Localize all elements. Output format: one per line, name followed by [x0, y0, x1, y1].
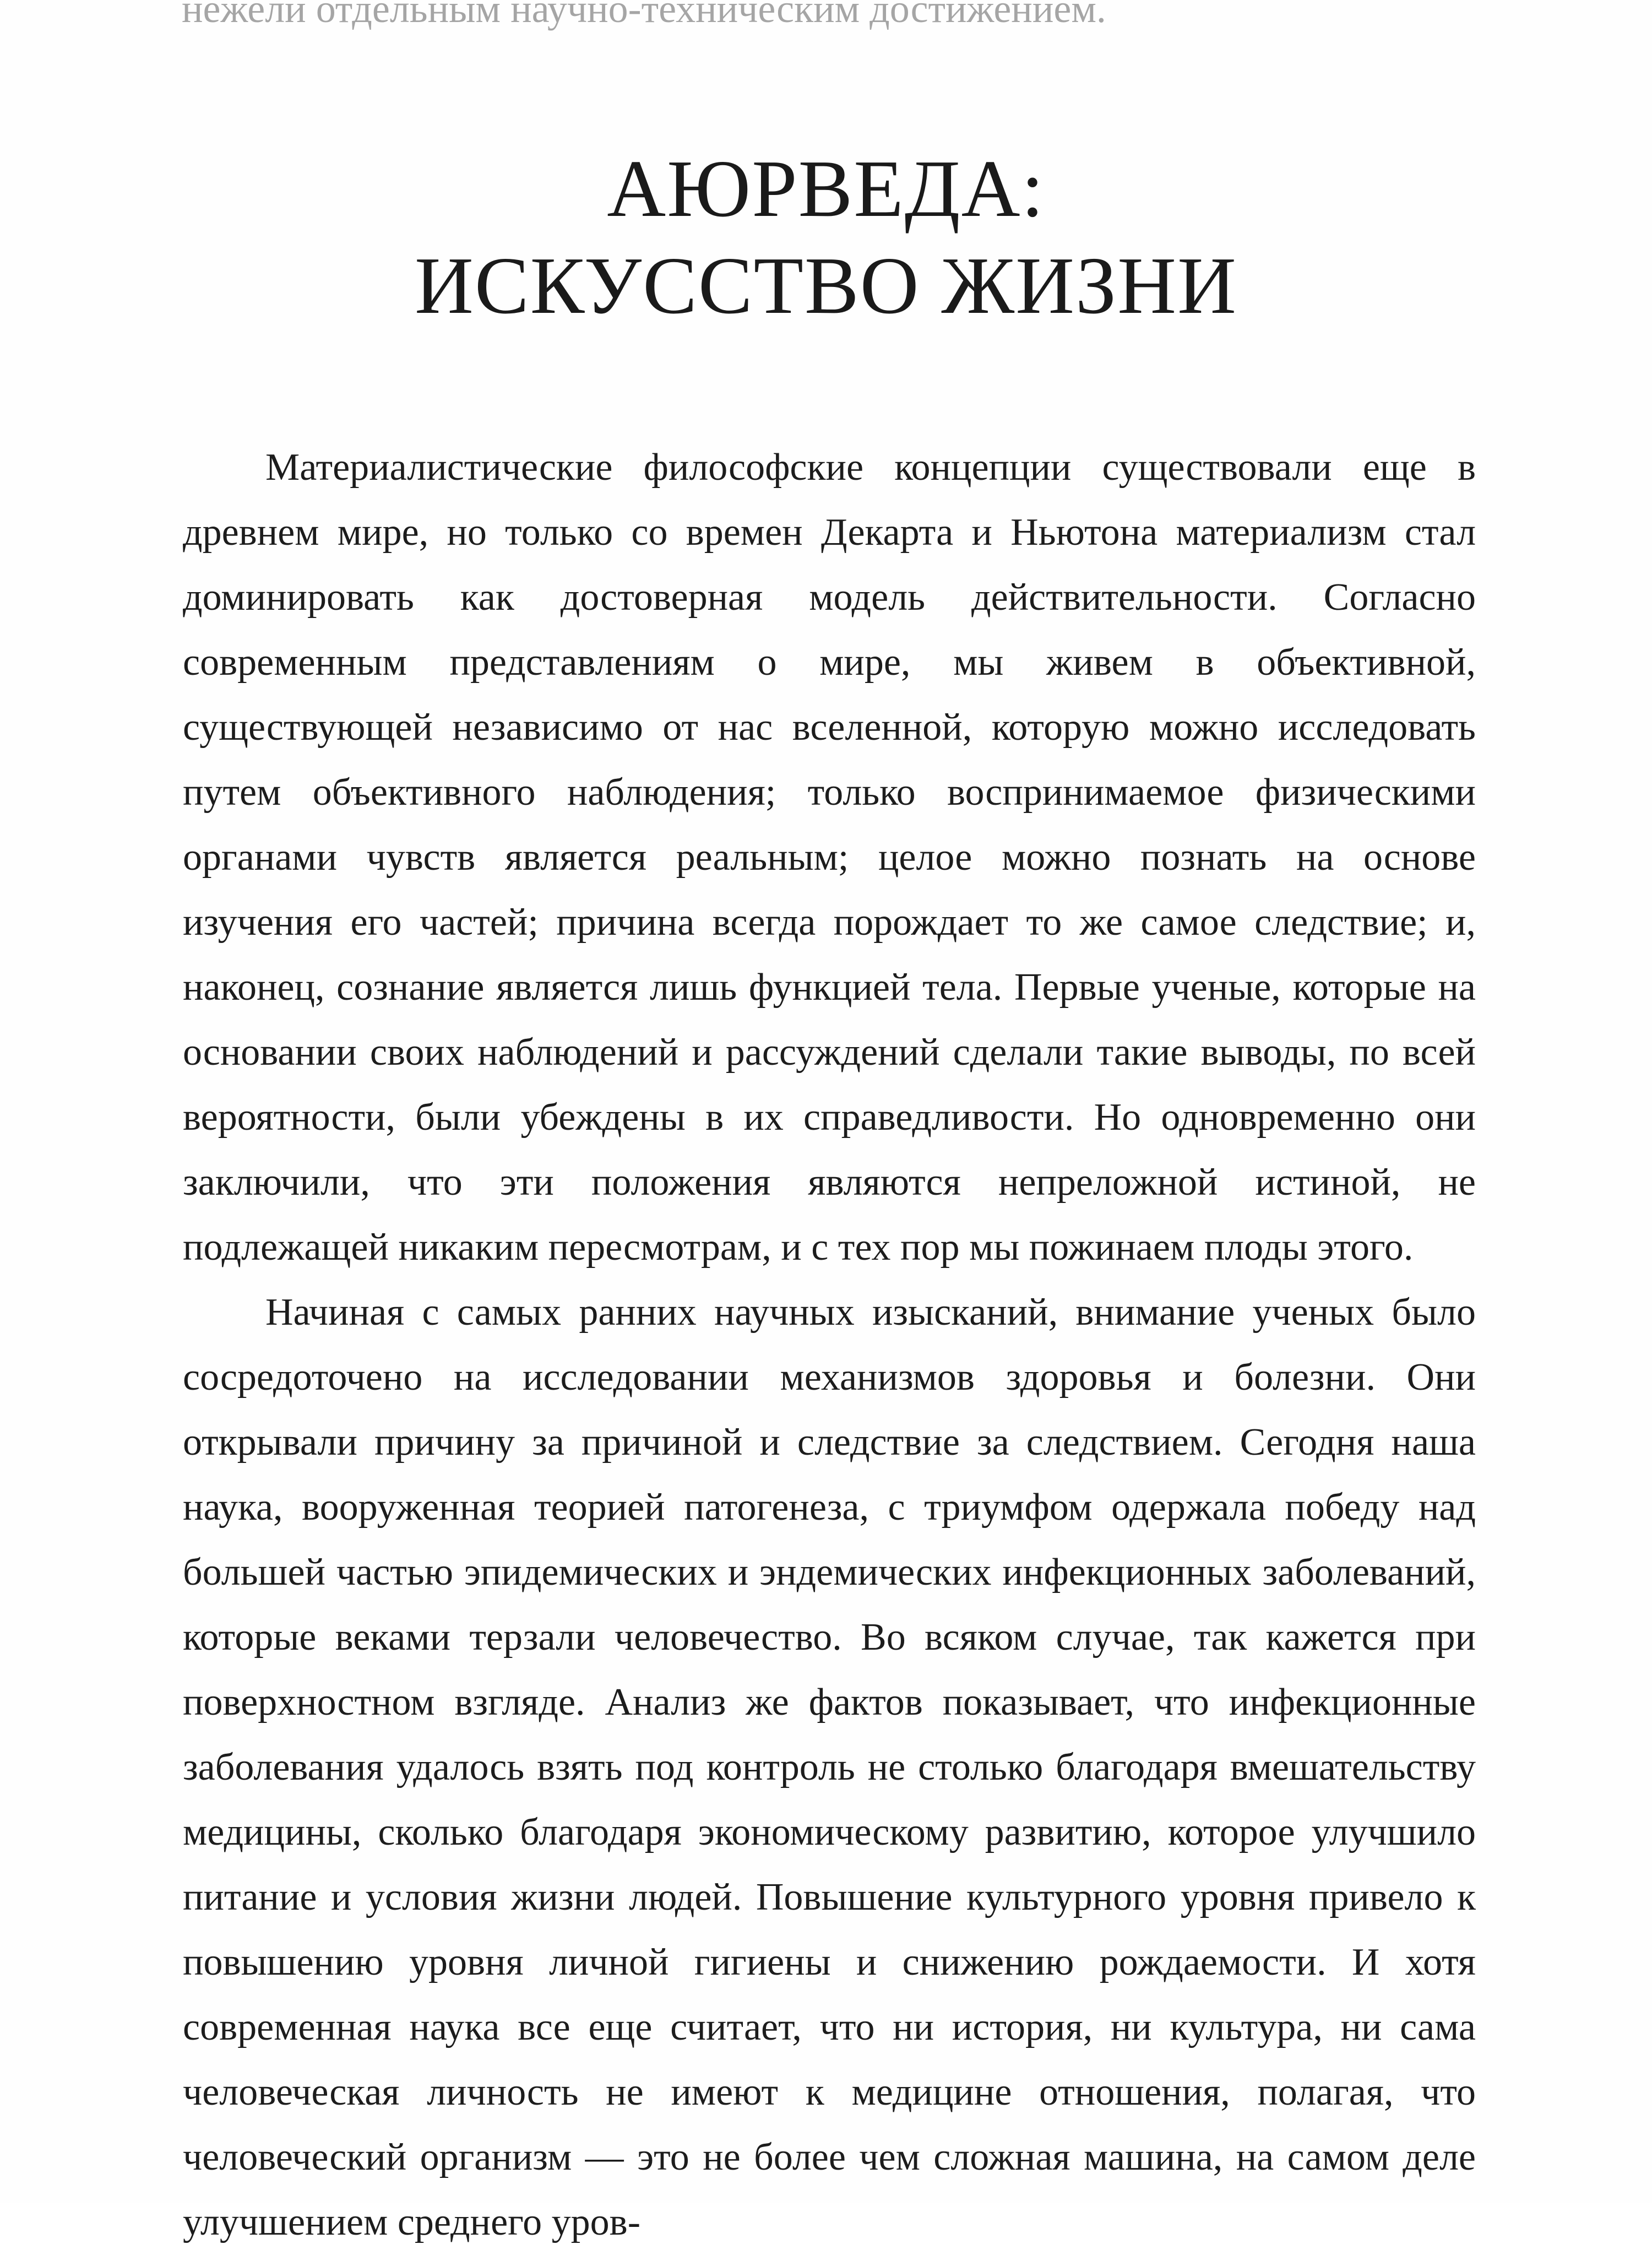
paragraph-1: Материалистические философские концепции существовали еще в древнем мире, но только со времен Декарта и Ньютона материализм стал доминировать как достоверная модель действительности. Согласно современным представлениям о мире, мы живем в объективной, существующей независимо от нас вселенной, которую можно исследовать путем объективного наблюдения; только воспринимаемое физическими органами чувств является реальным; целое можно познать на основе изучения его частей; причина всегда порождает то же самое следствие; и, наконец, сознание является лишь функцией тела. Первые ученые, которые на основании своих наблюдений и рассуждений сделали такие выводы, по всей вероятности, были убеждены в их справедливости. Но одновременно они заключили, что эти положения являются непреложной истиной, не подлежащей никаким пересмотрам, и с тех пор мы пожинаем плоды этого. — [183, 446, 1476, 1269]
chapter-title-line-1: АЮРВЕДА: — [607, 144, 1045, 234]
chapter-title-line-2: ИСКУССТВО ЖИЗНИ — [415, 241, 1237, 331]
chapter-body — [183, 435, 1476, 2255]
paragraph-2: Начиная с самых ранних научных изысканий, внимание ученых было сосредоточено на исследовании механизмов здоровья и болезни. Они открывали причину за причиной и следствие за следствием. Сегодня наша наука, вооруженная теорией патогенеза, с триумфом одержала победу над большей частью эпидемических и эндемических инфекционных заболеваний, которые веками терзали человечество. Во всяком случае, так кажется при поверхностном взгляде. Анализ же фактов показывает, что инфекционные заболевания удалось взять под контроль не столько благодаря вмешательству медицины, сколько благодаря экономическому развитию, которое улучшило питание и условия жизни людей. Повышение культурного уровня привело к повышению уровня личной гигиены и снижению рождаемости. И хотя современная наука все еще считает, что ни история, ни культура, ни сама человеческая личность не имеют к медицине отношения, полагая, что человеческий организм — это не более чем сложная машина, на самом деле улучшением среднего уров- — [183, 1291, 1476, 2243]
previous-page-top-line: нежели отдельным научно-техническим достижением. — [182, 0, 1106, 31]
chapter-title — [0, 140, 1652, 334]
